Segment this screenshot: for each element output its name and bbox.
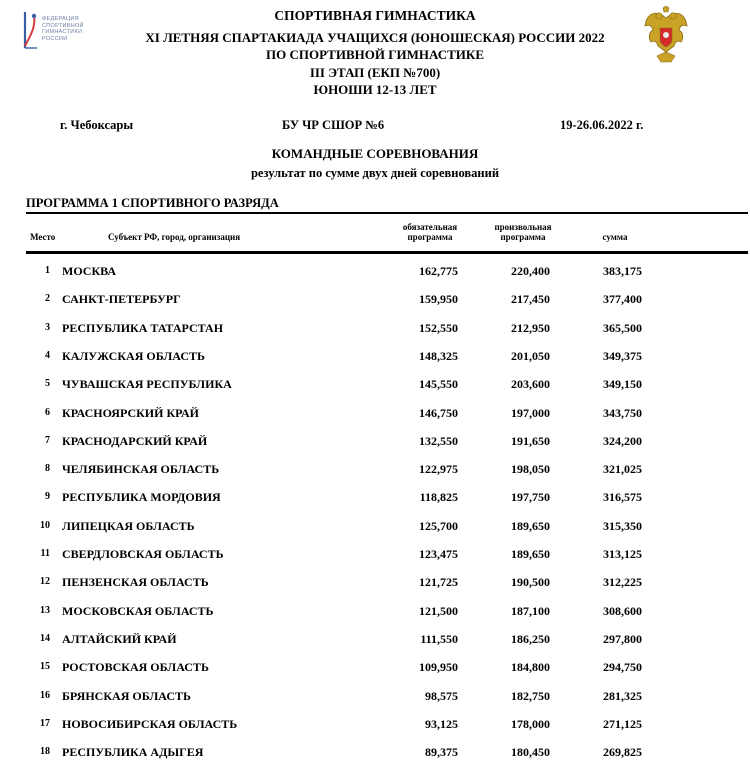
- row-total: 297,800: [603, 631, 642, 646]
- row-mandatory: 89,375: [425, 745, 458, 760]
- table-row: [0, 519, 750, 547]
- row-optional: 180,450: [511, 745, 550, 760]
- column-mandatory-line1: обязательная: [402, 222, 458, 232]
- row-total: 269,825: [603, 745, 642, 760]
- row-mandatory: 132,550: [419, 433, 458, 448]
- row-optional: 217,450: [511, 292, 550, 307]
- program-title: ПРОГРАММА 1 СПОРТИВНОГО РАЗРЯДА: [26, 196, 279, 210]
- sport-title: СПОРТИВНАЯ ГИМНАСТИКА: [274, 8, 476, 23]
- table-row: [0, 377, 750, 405]
- row-optional: 197,750: [511, 490, 550, 505]
- table-row: [0, 604, 750, 632]
- table-row: [0, 632, 750, 660]
- row-optional: 203,600: [511, 377, 550, 392]
- row-name: РЕСПУБЛИКА МОРДОВИЯ: [62, 490, 221, 505]
- row-total: 294,750: [603, 660, 642, 675]
- row-place: 11: [40, 548, 50, 559]
- table-row: [0, 406, 750, 434]
- row-name: САНКТ-ПЕТЕРБУРГ: [62, 292, 181, 307]
- row-total: 349,375: [603, 348, 642, 363]
- row-place: 2: [45, 293, 50, 305]
- column-mandatory-line2: программа: [407, 232, 453, 242]
- table-row: [0, 689, 750, 717]
- table-row: [0, 349, 750, 377]
- row-mandatory: 148,325: [419, 348, 458, 363]
- row-mandatory: 121,500: [419, 603, 458, 618]
- row-name: ЧЕЛЯБИНСКАЯ ОБЛАСТЬ: [62, 462, 220, 477]
- row-place: 16: [40, 689, 50, 701]
- row-place: 4: [45, 349, 50, 361]
- table-row: [0, 575, 750, 603]
- row-optional: 197,000: [511, 405, 550, 420]
- row-optional: 189,650: [511, 547, 550, 561]
- row-optional: 184,800: [511, 660, 550, 675]
- row-mandatory: 98,575: [425, 688, 458, 703]
- row-total: 308,600: [603, 603, 642, 618]
- row-mandatory: 123,475: [419, 547, 458, 561]
- row-optional: 182,750: [511, 688, 550, 703]
- row-mandatory: 121,725: [419, 575, 458, 590]
- column-optional-line1: произвольная: [494, 222, 552, 232]
- table-row: [0, 292, 750, 320]
- row-place: 8: [45, 463, 50, 475]
- row-name: МОСКВА: [62, 264, 117, 278]
- header-bottom-rule: [26, 251, 748, 254]
- column-place: Место: [30, 232, 56, 242]
- row-name: НОВОСИБИРСКАЯ ОБЛАСТЬ: [62, 716, 238, 731]
- row-place: 3: [45, 321, 50, 333]
- column-subject: Субъект РФ, город, организация: [108, 232, 241, 242]
- row-place: 7: [45, 434, 50, 446]
- row-name: КРАСНОДАРСКИЙ КРАЙ: [62, 433, 208, 448]
- row-optional: 201,050: [511, 348, 550, 363]
- table-row: [0, 717, 750, 745]
- row-optional: 198,050: [511, 462, 550, 477]
- column-optional-line2: программа: [500, 232, 546, 242]
- federation-logo-text: ФЕДЕРАЦИЯ СПОРТИВНОЙ ГИМНАСТИКИ РОССИИ: [42, 16, 84, 42]
- row-name: БРЯНСКАЯ ОБЛАСТЬ: [62, 688, 191, 703]
- row-optional: 190,500: [511, 575, 550, 590]
- row-name: МОСКОВСКАЯ ОБЛАСТЬ: [62, 603, 214, 618]
- row-place: 10: [40, 519, 50, 531]
- row-name: РЕСПУБЛИКА АДЫГЕЯ: [62, 745, 204, 760]
- row-name: АЛТАЙСКИЙ КРАЙ: [62, 631, 177, 646]
- row-total: 383,175: [603, 264, 642, 278]
- row-name: ЛИПЕЦКАЯ ОБЛАСТЬ: [62, 518, 195, 533]
- row-total: 365,500: [603, 320, 642, 335]
- row-mandatory: 118,825: [419, 490, 458, 505]
- table-row: [0, 660, 750, 688]
- row-optional: 212,950: [511, 320, 550, 335]
- venue: БУ ЧР СШОР №6: [282, 118, 385, 132]
- row-mandatory: 145,550: [419, 377, 458, 392]
- row-mandatory: 162,775: [419, 264, 458, 278]
- table-row: [0, 434, 750, 462]
- row-optional: 191,650: [511, 433, 550, 448]
- row-total: 281,325: [603, 688, 642, 703]
- row-place: 6: [45, 406, 50, 418]
- row-mandatory: 152,550: [419, 320, 458, 335]
- row-place: 15: [40, 661, 50, 673]
- city: г. Чебоксары: [60, 118, 134, 132]
- column-sum: сумма: [602, 232, 628, 242]
- row-mandatory: 111,550: [420, 631, 458, 646]
- row-name: КАЛУЖСКАЯ ОБЛАСТЬ: [62, 348, 205, 363]
- row-total: 321,025: [603, 462, 642, 477]
- row-place: 13: [40, 604, 50, 616]
- row-name: КРАСНОЯРСКИЙ КРАЙ: [62, 405, 199, 420]
- row-optional: 187,100: [511, 603, 550, 618]
- row-total: 315,350: [603, 518, 642, 533]
- column-mandatory: [395, 222, 465, 242]
- row-mandatory: 109,950: [419, 660, 458, 675]
- table-row: [0, 321, 750, 349]
- row-place: 1: [45, 265, 50, 276]
- row-optional: 220,400: [511, 264, 550, 278]
- row-name: СВЕРДЛОВСКАЯ ОБЛАСТЬ: [62, 547, 224, 561]
- competition-subtitle: результат по сумме двух дней соревнований: [250, 166, 500, 180]
- row-place: 9: [45, 491, 50, 503]
- row-optional: 189,650: [511, 518, 550, 533]
- row-total: 271,125: [603, 716, 642, 731]
- row-place: 18: [40, 746, 50, 758]
- header-top-rule: [26, 212, 748, 214]
- row-total: 313,125: [603, 547, 642, 561]
- event-subtitle: ПО СПОРТИВНОЙ ГИМНАСТИКЕ: [266, 47, 484, 62]
- table-row: [0, 264, 750, 292]
- event-title: XI ЛЕТНЯЯ СПАРТАКИАДА УЧАЩИХСЯ (ЮНОШЕСКАЯ) РОССИИ 2022: [145, 30, 605, 45]
- table-row: [0, 490, 750, 518]
- row-place: 17: [40, 717, 50, 729]
- table-row: [0, 462, 750, 490]
- stage-title: III ЭТАП (ЕКП №700): [309, 65, 441, 80]
- row-optional: 178,000: [511, 716, 550, 731]
- row-name: РОСТОВСКАЯ ОБЛАСТЬ: [62, 660, 209, 675]
- row-mandatory: 159,950: [419, 292, 458, 307]
- row-optional: 186,250: [511, 631, 550, 646]
- row-name: ПЕНЗЕНСКАЯ ОБЛАСТЬ: [62, 575, 209, 590]
- row-name: ЧУВАШСКАЯ РЕСПУБЛИКА: [62, 377, 232, 392]
- row-total: 312,225: [603, 575, 642, 590]
- table-row: [0, 745, 750, 773]
- competition-title: КОМАНДНЫЕ СОРЕВНОВАНИЯ: [271, 146, 479, 161]
- row-mandatory: 122,975: [419, 462, 458, 477]
- row-place: 5: [45, 378, 50, 390]
- row-mandatory: 93,125: [425, 716, 458, 731]
- row-name: РЕСПУБЛИКА ТАТАРСТАН: [62, 320, 224, 335]
- table-row: [0, 547, 750, 575]
- category-title: ЮНОШИ 12-13 ЛЕТ: [313, 82, 437, 97]
- row-mandatory: 146,750: [419, 405, 458, 420]
- row-total: 343,750: [603, 405, 642, 420]
- column-optional: [487, 222, 559, 242]
- row-total: 316,575: [603, 490, 642, 505]
- row-place: 12: [40, 576, 50, 588]
- row-mandatory: 125,700: [419, 518, 458, 533]
- row-total: 349,150: [603, 377, 642, 392]
- row-place: 14: [40, 632, 50, 644]
- dates: 19-26.06.2022 г.: [560, 118, 644, 132]
- row-total: 324,200: [603, 433, 642, 448]
- row-total: 377,400: [603, 292, 642, 307]
